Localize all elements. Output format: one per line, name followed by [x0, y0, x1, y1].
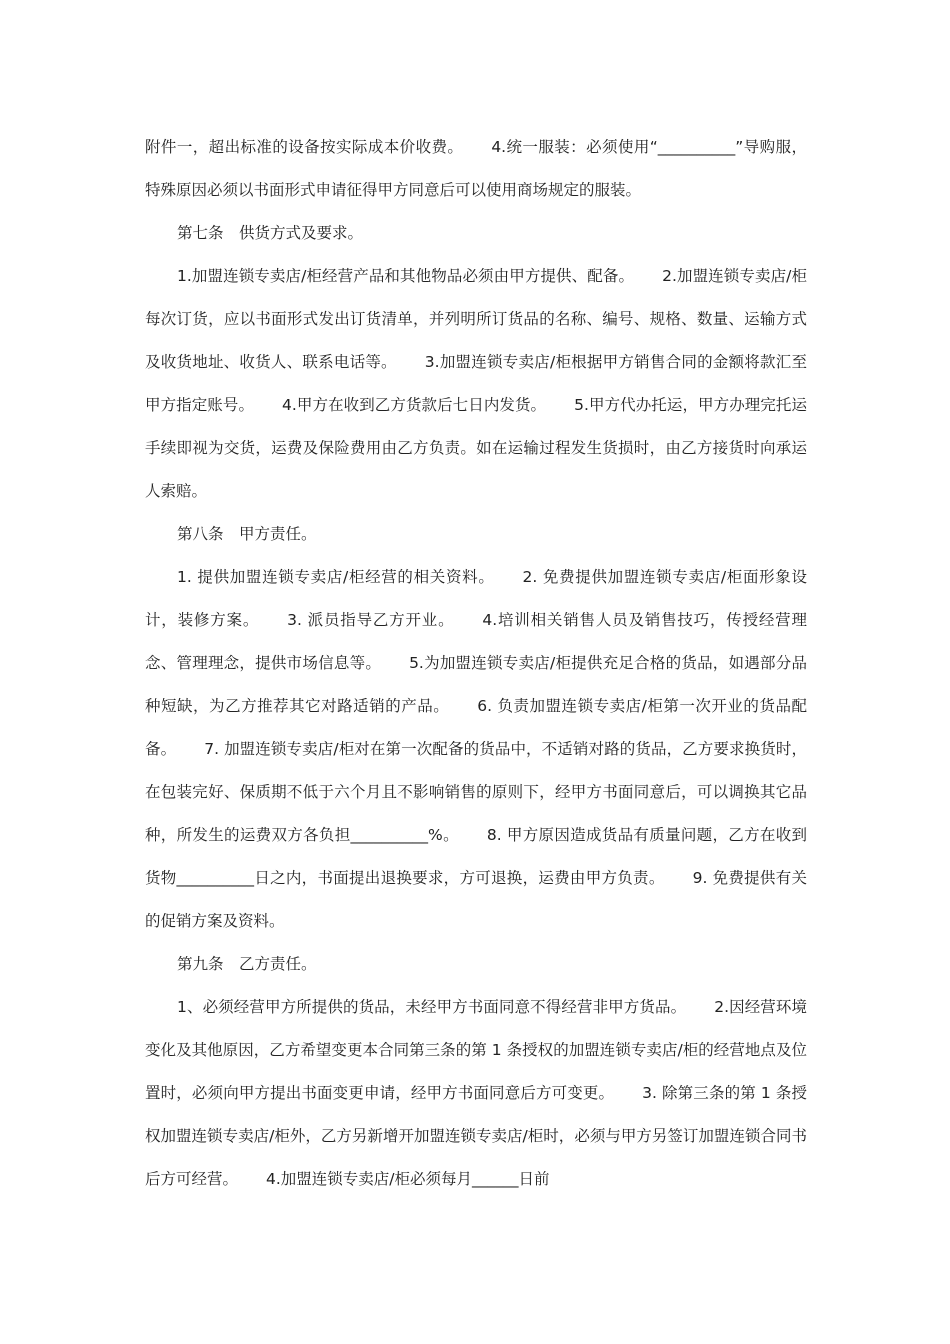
- article-8-item-5: 5.为加盟连锁专卖店/柜提供充足合格的货品，如遇部分品种短缺，为乙方推荐其它对路适销的产品。: [145, 654, 807, 715]
- article-7-item-3: 3.加盟连锁专卖店/柜根据甲方销售合同的金额将款汇至甲方指定账号。: [145, 353, 807, 414]
- article-7-title: 第七条 供货方式及要求。: [177, 224, 364, 242]
- article-7-body: [145, 255, 807, 513]
- article-9-title: 第九条 乙方责任。: [177, 955, 317, 973]
- article-7-item-2: 2.加盟连锁专卖店/柜每次订货，应以书面形式发出订货清单，并列明所订货品的名称、编号、规格、数量、运输方式及收货地址、收货人、联系电话等。: [145, 267, 808, 371]
- article-9-item-1: 1、必须经营甲方所提供的货品，未经甲方书面同意不得经营非甲方货品。: [177, 998, 687, 1016]
- article-8-item-2: 2. 免费提供加盟连锁专卖店/柜面形象设计，装修方案。: [145, 568, 807, 629]
- document-body: [145, 126, 807, 1201]
- article-7-item-1: 1.加盟连锁专卖店/柜经营产品和其他物品必须由甲方提供、配备。: [177, 267, 635, 285]
- article-8-item-7: 7. 加盟连锁专卖店/柜对在第一次配备的货品中，不适销对路的货品，乙方要求换货时，在包装完好、保质期不低于六个月且不影响销售的原则下，经甲方书面同意后，可以调换其它品种，所发生的运费双方各负担__________%。: [145, 740, 807, 844]
- article-8-item-9: 9. 免费提供有关的促销方案及资料。: [145, 869, 807, 930]
- article-8-body: [145, 556, 807, 943]
- article-9-item-2: 2.因经营环境变化及其他原因，乙方希望变更本合同第三条的第 1 条授权的加盟连锁专卖店/柜的经营地点及位置时，必须向甲方提出书面变更申请，经甲方书面同意后方可变更。: [145, 998, 807, 1102]
- paragraph-intro: [145, 126, 807, 212]
- article-7-item-5: 5.甲方代办托运，甲方办理完托运手续即视为交货，运费及保险费用由乙方负责。如在运输过程发生货损时，由乙方接货时向承运人索赔。: [145, 396, 807, 500]
- article-9-item-3: 3. 除第三条的第 1 条授权加盟连锁专卖店/柜外，乙方另新增开加盟连锁专卖店/柜时，必须与甲方另签订加盟连锁合同书后方可经营。: [145, 1084, 807, 1188]
- article-9-item-4: 4.加盟连锁专卖店/柜必须每月______日前: [266, 1170, 550, 1188]
- article-8-title: 第八条 甲方责任。: [177, 525, 317, 543]
- clause-uniform: 4.统一服装：必须使用“__________”导购服，特殊原因必须以书面形式申请征得甲方同意后可以使用商场规定的服装。: [145, 138, 807, 199]
- article-8-item-4: 4.培训相关销售人员及销售技巧，传授经营理念、管理理念，提供市场信息等。: [145, 611, 807, 672]
- article-7-item-4: 4.甲方在收到乙方货款后七日内发货。: [282, 396, 547, 414]
- article-9-body: [145, 986, 807, 1201]
- article-8-item-8: 8. 甲方原因造成货品有质量问题，乙方在收到货物__________日之内，书面提出退换要求，方可退换，运费由甲方负责。: [145, 826, 808, 887]
- article-8-item-3: 3. 派员指导乙方开业。: [287, 611, 455, 629]
- article-8-item-6: 6. 负责加盟连锁专卖店/柜第一次开业的货品配备。: [145, 697, 807, 758]
- clause-attachment-note: 附件一，超出标准的设备按实际成本价收费。: [145, 138, 464, 156]
- article-8-item-1: 1. 提供加盟连锁专卖店/柜经营的相关资料。: [177, 568, 495, 586]
